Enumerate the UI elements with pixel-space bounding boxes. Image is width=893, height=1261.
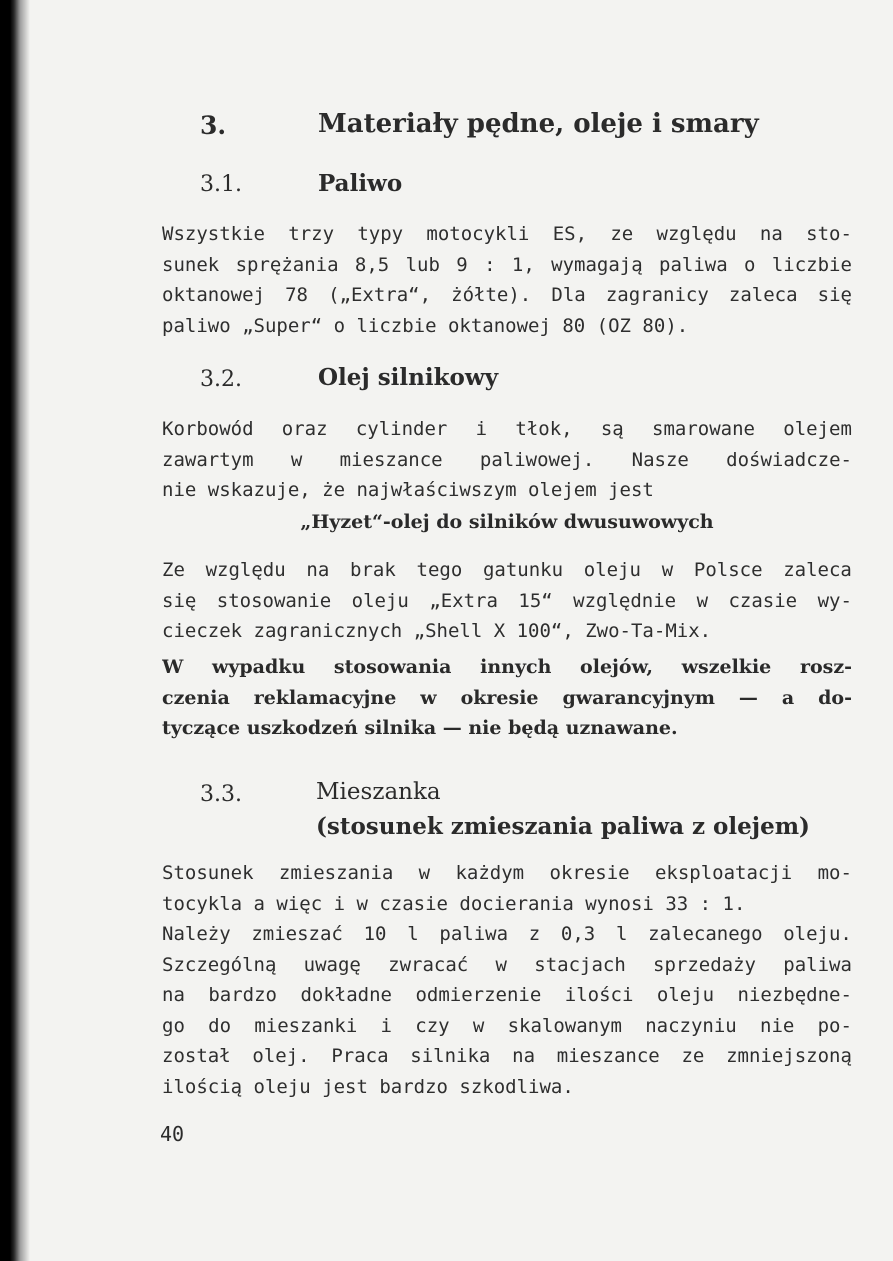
paragraph-line [162,1011,852,1042]
word: a [781,686,795,709]
word: reklamacyjne [253,686,397,709]
paragraph-line [162,1041,852,1072]
word: wymagają [551,253,643,276]
word: olejem [783,418,852,440]
word: po- [817,1014,852,1037]
word: smarowane [652,418,755,440]
word: Nasze [631,448,689,471]
section-3-2-title: Olej silnikowy [318,364,499,391]
word: paliwa [783,953,852,976]
word: tego [416,559,463,581]
word: 8,5 [354,253,390,276]
word: mieszance [339,448,443,471]
word: 1, [511,253,535,276]
paragraph-line [162,219,852,250]
word: oktanowej [162,284,265,306]
word: wy- [817,589,852,612]
word: mieszance [556,1045,660,1067]
word: do- [818,686,852,709]
word: zaleca [783,559,852,581]
word: Stosunek [162,862,254,884]
word: na [306,559,330,581]
word: został [162,1045,231,1067]
word: sto- [806,223,852,245]
word: w [420,686,437,709]
word: („Extra“, [328,284,432,306]
word: w [661,559,674,581]
word: zwracać [388,953,469,976]
word: do [208,1014,232,1037]
paragraph-line [162,414,852,445]
section-3-3-title-line-1: Mieszanka [316,779,441,805]
word: w [290,448,303,471]
word: gatunku [482,559,564,581]
section-3-2-paragraph-1 [162,414,852,506]
word: eksploatacji [654,862,793,884]
word: 10 [363,923,387,945]
word: na [759,223,783,245]
word: czy [415,1014,450,1037]
word: go [162,1014,185,1037]
word: na [162,984,185,1006]
recommended-oil: „Hyzet“-olej do silników dwusuwowych [300,511,714,533]
word: i [380,1014,392,1037]
word: mieszanki [254,1014,358,1037]
word: gwarancyjnym [562,686,715,709]
word: dokładne [300,984,392,1006]
word: o [744,253,756,276]
section-3-2-paragraph-2 [162,555,852,647]
word: ze [681,1045,705,1067]
word: „Extra [429,589,498,612]
word: ze [610,223,634,245]
paragraph-line [162,980,852,1011]
word: zagranicy [605,284,709,306]
paragraph-line: nie wskazuje, że najwłaściwszym olejem jest [162,479,654,501]
word: Należy [162,923,231,945]
word: ilości [564,984,634,1006]
word: nie [760,1014,795,1037]
word: rosz- [799,656,852,678]
word: zaleca [728,284,798,306]
word: na [512,1045,536,1067]
word: oleju [583,559,641,581]
word: wszelkie [681,656,772,678]
paragraph-line [162,919,852,950]
word: paliwa [439,923,509,945]
word: odmierzenie [415,984,542,1006]
word: 9 [456,253,468,276]
word: motocykli [426,223,530,245]
word: w [418,862,431,884]
word: innych [480,656,552,678]
word: względu [205,559,286,581]
warrant-warning [162,652,852,744]
section-3-title: Materiały pędne, oleje i smary [318,109,759,139]
word: wypadku [212,656,306,678]
word: oleju. [783,923,852,945]
section-3-1-number: 3.1. [200,172,242,197]
word: oleju [656,984,715,1006]
word: trzy [288,223,335,245]
paragraph-line [162,445,852,476]
word: czasie [728,589,798,612]
word: brak [350,559,396,581]
word: zmniejszoną [726,1045,852,1067]
word: Wszystkie [162,223,265,245]
page-number: 40 [160,1122,185,1146]
word: sprzedaży [653,953,756,976]
word: sunek [162,253,220,276]
word: 15“ [518,589,553,612]
word: l [407,923,419,945]
paragraph-line [162,280,852,311]
word: mo- [817,862,852,884]
word: żółte). [451,284,532,306]
word: liczbie [771,253,852,276]
word: W [162,656,184,678]
paragraph-line: tocykla a więc i w czasie docierania wynosi 33 : 1. [162,892,746,915]
word: oraz [281,418,328,440]
word: tłok, [515,418,573,440]
paragraph-line [162,555,852,586]
word: doświadcze- [726,448,852,471]
word: Korbowód [162,418,254,440]
paragraph-line: cieczek zagranicznych „Shell X 100“, Zwo-Ta-Mix. [162,620,712,642]
word: i [475,418,488,440]
word: bardzo [208,984,277,1006]
word: cylinder [355,418,448,440]
word: niezbędne- [737,984,852,1006]
section-3-1-title: Paliwo [318,170,403,197]
word: sprężania [235,253,339,276]
word: każdym [455,862,525,884]
word: z [528,923,541,945]
word: względnie [573,589,677,612]
word: oleju [351,589,409,612]
paragraph-line [162,950,852,981]
word: olej. [252,1045,310,1067]
word: stosowania [333,656,452,678]
word: paliwowej. [479,448,595,471]
word: l [615,923,628,945]
word: Dla [551,284,586,306]
word: w [696,589,709,612]
word: stacjach [534,953,626,976]
word: okresie [549,862,630,884]
word: Praca [331,1045,389,1067]
section-3-1-paragraph [162,219,852,341]
word: zalecanego [648,923,763,945]
word: olejów, [580,656,653,678]
word: lub [405,253,440,276]
section-3-3-number: 3.3. [200,782,242,807]
section-3-3-paragraph [162,858,852,1102]
warning-line [162,683,852,714]
word: : [484,253,496,276]
word: ES, [552,223,588,245]
word: zmieszania [278,862,394,884]
warning-line [162,652,852,683]
word: są [600,418,624,440]
word: 0,3 [560,923,596,945]
word: naczyniu [645,1014,737,1037]
word: skalowanym [507,1014,622,1037]
word: Szczególną [162,953,277,976]
word: względu [656,223,737,245]
word: okresie [460,686,539,709]
word: typy [357,223,404,245]
section-3-number: 3. [200,111,227,140]
paragraph-line: paliwo „Super“ o liczbie oktanowej 80 (OZ 80). [162,314,689,337]
word: stosowanie [216,589,332,612]
paragraph-line [162,250,852,281]
word: Polsce [693,559,763,581]
word: się [162,589,197,612]
word: silnika [410,1045,491,1067]
word: czenia [162,686,230,709]
paragraph-line [162,586,852,617]
warning-line: tyczące uszkodzeń silnika — nie będą uznawane. [162,717,678,739]
word: zawartym [162,448,254,471]
word: paliwa [659,253,728,276]
word: w [472,1014,485,1037]
section-3-2-number: 3.2. [200,367,242,392]
word: się [817,284,852,306]
paragraph-line [162,858,852,889]
section-3-3-title-line-2: (stosunek zmieszania paliwa z olejem) [316,813,810,840]
word: zmieszać [251,923,343,945]
word: Ze [162,559,185,581]
word: uwagę [303,953,361,976]
word: — [738,686,758,709]
word: 78 [285,284,308,306]
paragraph-line: ilością oleju jest bardzo szkodliwa. [162,1075,574,1098]
word: w [495,953,507,976]
